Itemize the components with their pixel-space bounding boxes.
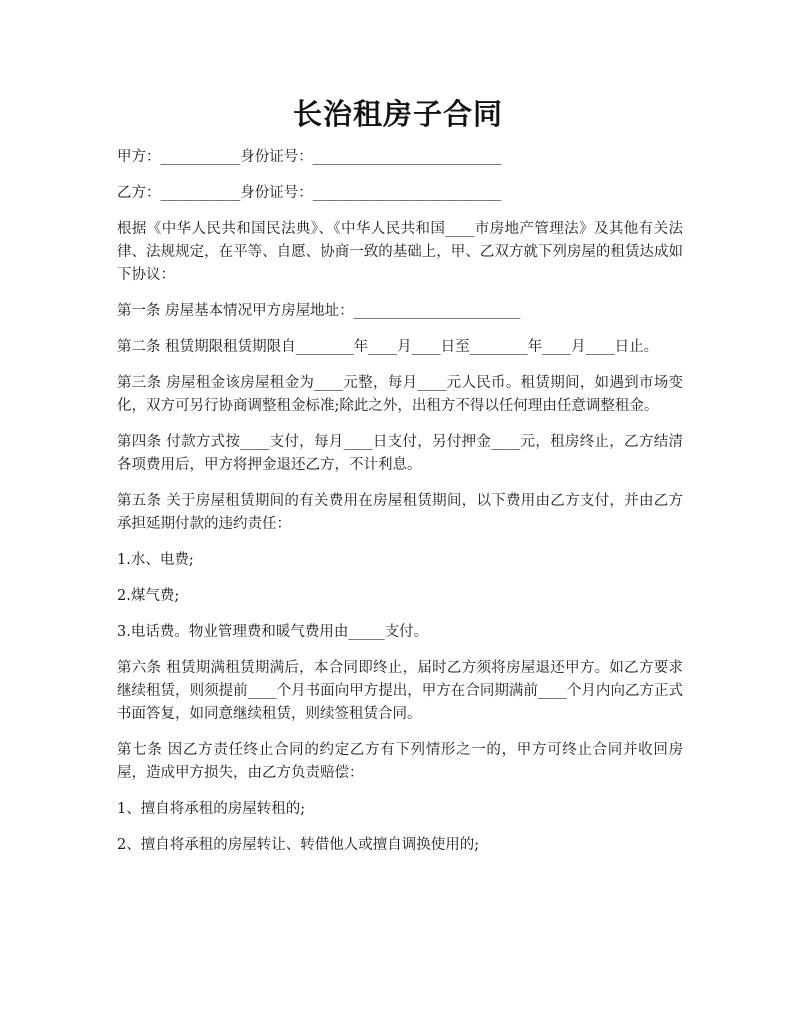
list-item: 1、擅自将承租的房屋转租的; bbox=[117, 801, 306, 817]
article-3: 第三条 房屋租金该房屋租金为____元整，每月____元人民币。租赁期间，如遇到市场变化，双方可另行协商调整租金标准;除此之外，出租方不得以任何理由任意调整租金。 bbox=[117, 375, 683, 414]
party-a-line: 甲方：___________身份证号：__________________________ bbox=[117, 149, 502, 165]
page-title: 长治租房子合同 bbox=[292, 97, 503, 131]
list-item: 3.电话费。物业管理费和暖气费用由_____支付。 bbox=[117, 624, 429, 640]
preamble-paragraph: 根据《中华人民共和国民法典》、《中华人民共和国____市房地产管理法》及其他有关法律、法规规定，在平等、自愿、协商一致的基础上，甲、乙双方就下列房屋的租赁达成如下协议： bbox=[117, 221, 683, 283]
article-7: 第七条 因乙方责任终止合同的约定乙方有下列情形之一的，甲方可终止合同并收回房屋，造成甲方损失，由乙方负责赔偿： bbox=[117, 742, 683, 781]
article-4: 第四条 付款方式按____支付，每月____日支付，另付押金____元，租房终止，乙方结清各项费用后，甲方将押金退还乙方，不计利息。 bbox=[117, 434, 683, 473]
article-1: 第一条 房屋基本情况甲方房屋地址：_______________________ bbox=[117, 303, 521, 319]
article-5: 第五条 关于房屋租赁期间的有关费用在房屋租赁期间，以下费用由乙方支付，并由乙方承担延期付款的违约责任： bbox=[117, 493, 683, 532]
article-6: 第六条 租赁期满租赁期满后，本合同即终止，届时乙方须将房屋退还甲方。如乙方要求继续租赁，则须提前____个月书面向甲方提出，甲方在合同期满前____个月内向乙方正式书面答复，如同意继续租赁，则续签租赁合同。 bbox=[117, 660, 683, 722]
list-item: 1.水、电费; bbox=[117, 552, 194, 568]
article-2: 第二条 租赁期限租赁期限自________年____月____日至________年____月____日止。 bbox=[117, 339, 659, 355]
list-item: 2、擅自将承租的房屋转让、转借他人或擅自调换使用的; bbox=[117, 837, 480, 853]
list-item: 2.煤气费; bbox=[117, 588, 180, 604]
contract-body bbox=[117, 146, 683, 870]
party-b-line: 乙方：___________身份证号：__________________________ bbox=[117, 185, 502, 201]
